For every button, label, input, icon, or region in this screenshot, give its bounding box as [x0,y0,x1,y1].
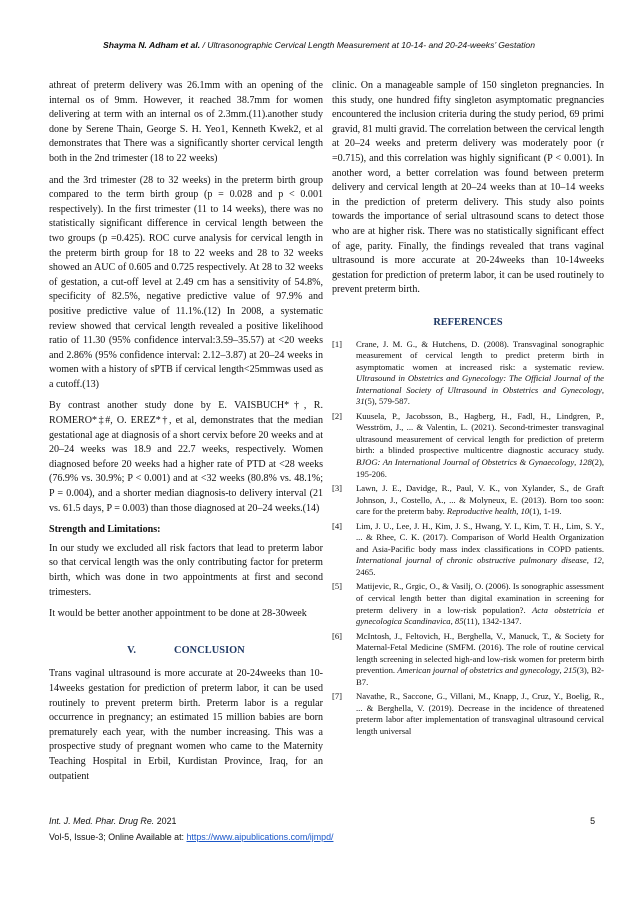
reference-journal: International journal of chronic obstructive pulmonary disease [356,555,587,566]
reference-number: [1] [332,338,343,349]
reference-journal: Reproductive health [446,506,517,517]
reference-text: McIntosh, J., Feltovich, H., Berghella, V., Manuck, T., & Society for Maternal-Fetal Medicine (SMFM. (2016). The role of routine cervical length screening in selected high-and low-risk women for preterm birth prevention. [356,630,604,676]
reference-text: Navathe, R., Saccone, G., Villani, M., Knapp, J., Cruz, Y., Boelig, R., ... & Berghella, V. (2019). Decrease in the incidence of threatened preterm labor after implementation of transvaginal ultrasound cervical length universal [356,691,604,736]
reference-item [332,339,604,408]
reference-pages: , 2465. [356,555,605,577]
footer-journal: Int. J. Med. Phar. Drug Re. [49,816,155,826]
reference-pages: (5), 579-587. [364,396,410,407]
limitations-heading: Strength and Limitations: [49,524,161,536]
running-header [0,40,638,50]
reference-journal: BJOG: An International Journal of Obstetrics & Gynaecology [356,456,575,467]
reference-sep: , [559,665,564,676]
reference-text: Lim, J. U., Lee, J. H., Kim, J. S., Hwang, Y. I., Kim, T. H., Lim, S. Y., ... & Rhee, C. K. (2017). Comparison of World Health Organization and Asia-Pacific body mass index classifications in COPD patients. [356,520,604,554]
reference-pages: (1), 1-19. [529,506,562,517]
reference-number: [6] [332,630,343,641]
reference-item [332,411,604,480]
header-authors: Shayma N. Adham et al. [103,40,201,50]
reference-number: [5] [332,581,343,592]
reference-sep: , [516,506,521,517]
reference-journal: American journal of obstetrics and gynecology [397,665,560,676]
reference-sep: , [586,555,594,566]
reference-number: [7] [332,691,343,702]
reference-number: [2] [332,410,343,421]
body-paragraph: By contrast another study done by E. VAISBUCH*†, R. ROMERO*‡#, O. EREZ*†, et al, demonstrates that the median gestational age at diagnosis of a short cervix before 20 weeks and at 20–24 weeks was 18.9 and 22.7 weeks, respectively. Women diagnosed before 20 weeks had a higher rate of PTD at <28 weeks (76.9% vs. 30.9%; P < 0.001) and at <32 weeks (80.8% vs. 48.1%; P = 0.004), and a shorter median diagnosis-to delivery interval (21 vs. 61.5 days, P = 0.003) than those diagnosed at 20–24 weeks.(14) [49,400,323,514]
reference-number: [3] [332,483,343,494]
page-footer [49,813,595,845]
body-paragraph: clinic. On a manageable sample of 150 singleton pregnancies. In this study, one hundred fifty singleton asymptomatic pregnancies encountered the inclusion criteria during the study period, 69 primi gravid, 81 multi gravid. The correlation between the cervical length at 20–24 weeks and preterm delivery was moderately poor (r =0.715), and this correlation was highly significant (P < 0.001). In another word, a better correlation was found between preterm delivery and cervical length at 20–24 weeks than at 10–14 weeks in the prediction of preterm delivery. This study also points towards the importance of serial ultrasound scans to detect those who are at higher risk. There was no statistically significant effect of age, parity. Finally, the findings revealed that trans vaginal ultrasound is more accurate at 20-24weeks than 10-14weeks gestation for prediction of preterm labor, it can be used routinely to prevent preterm birth. [332,80,604,296]
reference-journal: Ultrasound in Obstetrics and Gynecology: The Official Journal of the International Society of Ultrasound in Obstetrics and Gynecology [356,373,604,395]
journal-link[interactable]: https://www.aipublications.com/ijmpd/ [186,832,334,842]
reference-sep: , [601,384,604,395]
reference-sep: , [450,616,455,627]
reference-number: [4] [332,520,343,531]
reference-list [332,339,604,738]
reference-volume: 12 [593,555,602,566]
header-separator: / [200,40,208,50]
limitations-paragraph: It would be better another appointment to be done at 28-30week [49,608,307,620]
reference-item [332,483,604,518]
reference-pages: (11), 1342-1347. [463,616,522,627]
reference-text: Lawn, J. E., Davidge, R., Paul, V. K., von Xylander, S., de Graft Johnson, J., Costello, A., ... & Molyneux, E. (2013). Born too soon: care for the preterm baby. [356,483,604,517]
conclusion-heading [49,644,323,659]
reference-volume: 128 [578,456,592,467]
reference-journal: Acta obstetricia et gynecologica Scandinavica [356,604,604,627]
reference-text: Matijevic, R., Grgic, O., & Vasilj, O. (2006). Is sonographic assessment of cervical length better than digital examination in screening for preterm delivery in a low-risk population?. [356,581,604,615]
footer-issue: Vol-5, Issue-3; Online Available at: [49,832,187,842]
reference-item [332,581,604,627]
reference-pages: (3), B2-B7. [356,665,605,687]
reference-volume: 215 [563,665,577,676]
reference-text: Crane, J. M. G., & Hutchens, D. (2008). Transvaginal sonographic measurement of cervical length to predict preterm birth in asymptomatic women at increased risk: a systematic review. [356,338,604,372]
page-number: 5 [590,816,595,826]
reference-item [332,631,604,689]
reference-volume: 31 [356,396,365,407]
right-column [332,79,604,741]
section-title: CONCLUSION [174,644,245,656]
reference-item [332,691,604,737]
reference-item [332,521,604,579]
footer-year: 2021 [154,816,177,826]
reference-sep: , [574,456,579,467]
body-paragraph: athreat of preterm delivery was 26.1mm with an opening of the internal os of 9mm. However, it reached 38.7mm for women delivering at term with an internal os of 2.3mm.(11).another study done by Serene Thain, George S. H. Yeo1, Kenneth Kwek2, et al demonstrates that There was a significantly shorter cervical length both in the 2nd trimester (18 to 22 weeks) [49,80,323,164]
reference-volume: 10 [520,506,530,517]
reference-volume: 85 [454,616,464,627]
references-heading: REFERENCES [433,316,503,328]
reference-pages: (2), 195-206. [356,456,604,479]
left-column [49,79,323,791]
header-title: Ultrasonographic Cervical Length Measurement at 10-14- and 20-24-weeks’ Gestation [207,40,535,50]
conclusion-paragraph: Trans vaginal ultrasound is more accurate at 20-24weeks than 10-14weeks gestation for prediction of preterm labor, it can be used routinely to prevent preterm birth. Preterm labor is a regular occurrence in pregnancy; an estimated 15 million babies are born prematurely each year, with the number increasing. This was a prospective study of pregnant women who came to the Maternity Teaching Hospital in Erbil, Kurdistan Province, Iraq, for an outpatient [49,668,323,782]
reference-text: Kuusela, P., Jacobsson, B., Hagberg, H., Fadl, H., Lindgren, P., Wesström, J., ... & Valentin, L. (2021). Second-trimester transvaginal ultrasound measurement of cervical length for prediction of preterm birth: a blinded prospective multicentre diagnostic accuracy study. [356,410,604,456]
section-number: V. [127,644,137,656]
body-paragraph: and the 3rd trimester (28 to 32 weeks) in the preterm birth group compared to the term birth group (p = 0.028 and p < 0.001 respectively). In the first trimester (11 to 14 weeks), there was no statistically significant difference in cervical length between the two groups (p =0.425). ROC curve analysis for cervical length in the preterm birth group for 18 to 22 weeks and 28 to 32 weeks showed an AUC of 0.605 and 0.725 respectively. At 28 to 32 weeks of gestation, a cut-off level at 2.49 cm has a sensitivity of 54.8%, specificity of 82.5%, negative predictive value of 97.9% and positive predictive value of 11.1%.(12) In 2008, a systematic review showed that cervical length revealed a positive likelihood ratio of 11.30 (95% confidence interval:3.59–35.57) at <20 weeks and 2.86% (95% confidence interval: 2.12–3.87) at 20–24 weeks in women with a history of sPTB if cervical length<25mmwas used as a cutoff.(13) [49,174,323,390]
limitations-paragraph: In our study we excluded all risk factors that lead to preterm labor so that cervical length was the only contributing factor for preterm birth, which was done in two appointments at first and second trimesters. [49,542,323,598]
